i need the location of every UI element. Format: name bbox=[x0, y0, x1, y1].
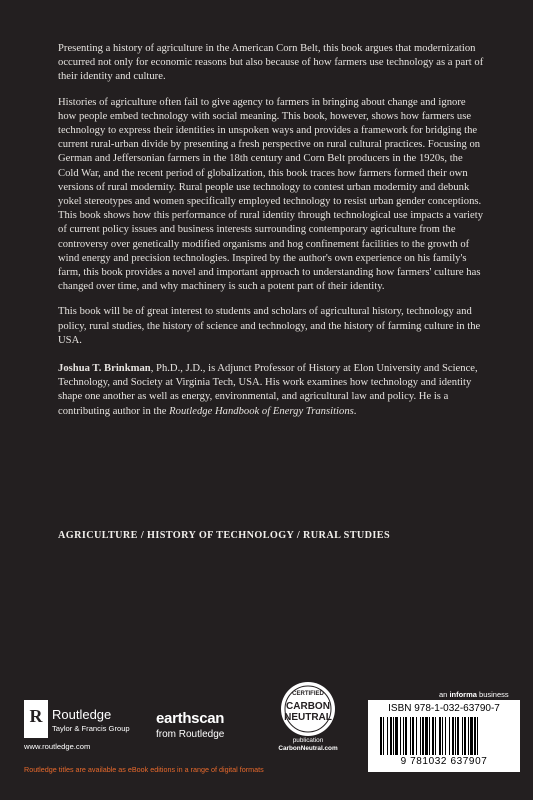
informa-suffix: business bbox=[476, 690, 509, 699]
barcode-digits: 9 781032 637907 bbox=[400, 756, 488, 767]
barcode-panel bbox=[368, 700, 520, 772]
barcode-bar bbox=[416, 717, 417, 755]
barcode-bar bbox=[400, 717, 401, 755]
barcode-bar bbox=[393, 717, 394, 755]
barcode-bar bbox=[425, 717, 428, 755]
author-bio-end: . bbox=[353, 405, 357, 417]
carbon-site: CarbonNeutral.com bbox=[278, 745, 338, 752]
barcode-bar bbox=[477, 717, 478, 755]
publisher-name: Routledge bbox=[52, 707, 112, 722]
informa-tagline bbox=[439, 690, 509, 699]
barcode-bar bbox=[432, 717, 434, 755]
author-book-title: Routledge Handbook of Energy Transitions bbox=[169, 405, 354, 417]
routledge-logo-letter: R bbox=[29, 706, 43, 726]
barcode-bar bbox=[442, 717, 443, 755]
ebook-footer: Routledge titles are available as eBook editions in a range of digital formats bbox=[24, 765, 264, 774]
barcode-bar bbox=[380, 717, 382, 755]
barcode-bar bbox=[462, 717, 463, 755]
informa-bold: informa bbox=[449, 690, 477, 699]
barcode-icon bbox=[380, 717, 508, 755]
blurb-paragraph-2: Histories of agriculture often fail to give agency to farmers in bringing about change and ignore how people embed technology with social meaning. This book, however, shows how farmers use technology to express their identities in unspoken ways and provides a framework for bridging the current rural-urban divide by presenting a fresh perspective on rural cultural practices. Focusing on German and Jeffersonian farmers in the 18th century and Corn Belt producers in the 1920s, the Cold War, and the recent period of globalization, this book traces how farmers formed their own versions of rural modernity. Rural people use technology to contest urban modernity and debunk yokel stereotypes and women specifically employed technology to resist urban gender conceptions. This book shows how this performance of rural identity through technological use impacts a variety of current policy issues and business interests surrounding contemporary agriculture from the controversy over genetically modified organisms and hog confinement facilities to the growth of wind energy and precision technologies. Inspired by the author's own experience on his family's farm, this book provides a novel and important approach to understanding how farmers' culture has changed over time, and why machinery is such a potent part of their identity. bbox=[58, 96, 484, 293]
earthscan-logo bbox=[154, 710, 250, 740]
barcode-bar bbox=[449, 717, 450, 755]
publisher-url: www.routledge.com bbox=[24, 742, 91, 751]
informa-prefix: an bbox=[439, 690, 450, 699]
barcode-bar bbox=[422, 717, 424, 755]
barcode-bar bbox=[405, 717, 407, 755]
barcode-bar bbox=[412, 717, 414, 755]
barcode-bar bbox=[390, 717, 392, 755]
carbon-neutral-caption bbox=[270, 737, 346, 753]
earthscan-sub: from Routledge bbox=[156, 729, 225, 740]
carbon-certified: CERTIFIED bbox=[292, 691, 324, 697]
isbn-label: ISBN 978-1-032-63790-7 bbox=[388, 703, 500, 714]
barcode-bar bbox=[455, 717, 456, 755]
barcode-bar bbox=[445, 717, 446, 755]
blurb-paragraph-3: This book will be of great interest to students and scholars of agricultural history, technology and policy, rural studies, the history of science and technology, and the history of farming culture in the USA. bbox=[58, 306, 481, 346]
back-cover-text bbox=[58, 42, 486, 430]
subject-categories: AGRICULTURE / HISTORY OF TECHNOLOGY / RURAL STUDIES bbox=[58, 530, 391, 541]
routledge-logo-icon bbox=[24, 700, 48, 738]
barcode-bar bbox=[403, 717, 404, 755]
earthscan-wordmark: earthscan bbox=[156, 710, 225, 727]
barcode-bar bbox=[435, 717, 436, 755]
author-bio-text: , Ph.D., J.D., is Adjunct Professor of History at Elon University and Science, Technology, and Society at Virginia Tech, USA. His work examines how technology and identity shape one another as well as energy, environmental, and agricultural law and policy. He is a contributing author in the bbox=[58, 363, 478, 417]
blurb-paragraph-1: Presenting a history of agriculture in the American Corn Belt, this book argues that modernization occurred not only for economic reasons but also because of how farmers use technology as a part of their identity and culture. bbox=[58, 43, 484, 83]
barcode-bar bbox=[457, 717, 459, 755]
barcode-bar bbox=[383, 717, 384, 755]
publisher-group: Taylor & Francis Group bbox=[52, 724, 130, 733]
barcode-bar bbox=[439, 717, 441, 755]
barcode-bar bbox=[395, 717, 398, 755]
author-bio bbox=[58, 362, 486, 419]
author-name: Joshua T. Brinkman bbox=[58, 363, 151, 375]
carbon-publication: publication bbox=[292, 737, 324, 744]
carbon-line-1: CARBON bbox=[286, 701, 330, 712]
barcode-bar bbox=[470, 717, 473, 755]
barcode-bar bbox=[410, 717, 411, 755]
barcode-bar bbox=[429, 717, 430, 755]
barcode-bar bbox=[452, 717, 454, 755]
carbon-line-2: NEUTRAL bbox=[284, 712, 332, 723]
barcode-bar bbox=[464, 717, 466, 755]
barcode-bar bbox=[468, 717, 469, 755]
barcode-bar bbox=[420, 717, 421, 755]
barcode-bar bbox=[474, 717, 476, 755]
barcode-bar bbox=[387, 717, 388, 755]
